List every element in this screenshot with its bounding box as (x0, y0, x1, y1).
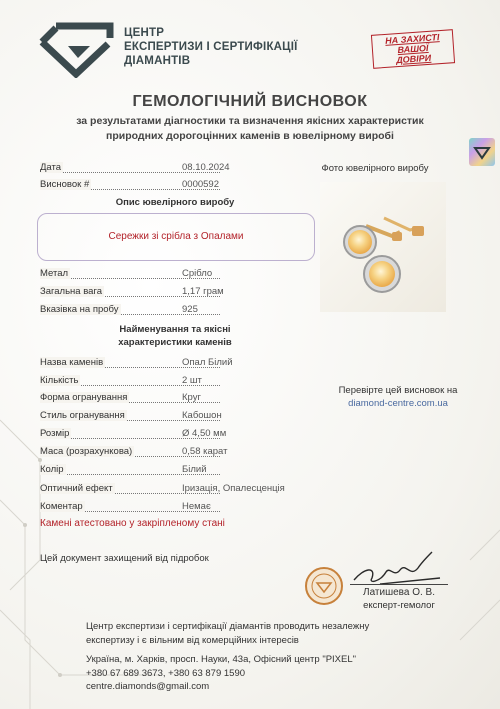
stone-value: Білий (182, 464, 207, 475)
opal-earrings-image (320, 182, 446, 312)
stone-label: Форма огранування (40, 392, 128, 403)
footer-address: Україна, м. Харків, просп. Науки, 43а, Офісний центр "PIXEL" (86, 654, 357, 665)
attested-note: Камені атестовано у закріпленому стані (40, 518, 225, 529)
footer-phones: +380 67 689 3673, +380 63 879 1590 (86, 667, 246, 679)
jewelry-photo (320, 182, 446, 312)
date-row (40, 162, 310, 176)
subtitle-line2: природних дорогоцінних каменів в ювелірному виробі (106, 130, 394, 142)
hologram-logo-icon (469, 138, 495, 166)
photo-caption: Фото ювелірного виробу (321, 163, 429, 174)
stone-value: Немає (182, 501, 211, 512)
stone-label: Коментар (40, 501, 83, 512)
trust-stamp (371, 29, 455, 69)
date-value: 08.10.2024 (182, 162, 230, 173)
stone-row (40, 375, 310, 389)
stones-heading-line2: характеристики каменів (118, 337, 232, 348)
stone-label: Стиль огранування (40, 410, 125, 421)
footer-line2: експертизу і є вільним від комерційних інтересів (86, 634, 299, 646)
logo-diamond-icon (38, 22, 116, 78)
number-label: Висновок # (40, 179, 90, 190)
hologram-sticker (469, 138, 495, 166)
stone-row (40, 410, 310, 424)
date-label: Дата (40, 162, 62, 173)
expert-name: Латишева О. В. (363, 587, 435, 598)
stone-label: Оптичний ефект (40, 483, 113, 494)
stone-value: Круг (182, 392, 201, 403)
footer-block (86, 620, 416, 694)
stone-label: Назва каменів (40, 357, 104, 368)
org-name-line1: ЦЕНТР (124, 27, 165, 39)
number-value: 0000592 (182, 179, 219, 190)
assay-row (40, 304, 310, 318)
stone-value: Іризація, Опалесценція (182, 483, 285, 494)
verify-text: Перевірте цей висновок на (338, 385, 458, 396)
expert-role: експерт-гемолог (363, 600, 435, 611)
org-name-line2: ЕКСПЕРТИЗИ І СЕРТИФІКАЦІЇ (124, 41, 298, 53)
stone-row (40, 501, 310, 515)
number-row (40, 179, 310, 193)
stone-row (40, 446, 310, 460)
seal-icon (304, 566, 344, 606)
stamp-line2: ВАШОЇ (397, 42, 429, 56)
org-name-line3: ДІАМАНТІВ (124, 55, 191, 67)
metal-value: Срібло (182, 268, 213, 279)
stone-label: Колір (40, 464, 64, 475)
stone-label: Розмір (40, 428, 70, 439)
item-description-box (37, 213, 315, 261)
stone-row (40, 428, 310, 442)
assay-value: 925 (182, 304, 198, 315)
item-description: Сережки зі срібла з Опалами (108, 231, 244, 242)
stone-label: Маса (розрахункова) (40, 446, 133, 457)
weight-label: Загальна вага (40, 286, 102, 297)
protection-note: Цей документ захищений від підробок (40, 553, 209, 564)
stone-row (40, 464, 310, 478)
stones-heading-line1: Найменування та якісні (119, 324, 231, 335)
stone-value: Опал Білий (182, 357, 233, 368)
stone-row (40, 483, 310, 497)
stone-value: Ø 4,50 мм (182, 428, 227, 439)
stone-row (40, 392, 310, 406)
stone-row (40, 357, 310, 371)
stone-value: 0,58 карат (182, 446, 228, 457)
verify-link[interactable]: diamond-centre.com.ua (348, 398, 448, 409)
stone-value: Кабошон (182, 410, 222, 421)
footer-line1: Центр експертизи і сертифікації діамантів проводить незалежну (86, 621, 370, 632)
verify-block (318, 384, 478, 410)
stone-value: 2 шт (182, 375, 202, 386)
assay-label: Вказівка на пробу (40, 304, 119, 315)
stone-label: Кількість (40, 375, 79, 386)
weight-value: 1,17 грам (182, 286, 224, 297)
subtitle-line1: за результатами діагностики та визначення якісних характеристик (76, 115, 424, 127)
metal-row (40, 268, 310, 282)
stamp-line1: НА ЗАХИСТІ (384, 32, 440, 46)
weight-row (40, 286, 310, 300)
document-title: ГЕМОЛОГІЧНИЙ ВИСНОВОК (132, 93, 368, 110)
metal-label: Метал (40, 268, 69, 279)
item-heading: Опис ювелірного виробу (115, 197, 235, 208)
footer-email[interactable]: centre.diamonds@gmail.com (86, 681, 210, 692)
stamp-line3: ДОВІРИ (395, 52, 432, 66)
